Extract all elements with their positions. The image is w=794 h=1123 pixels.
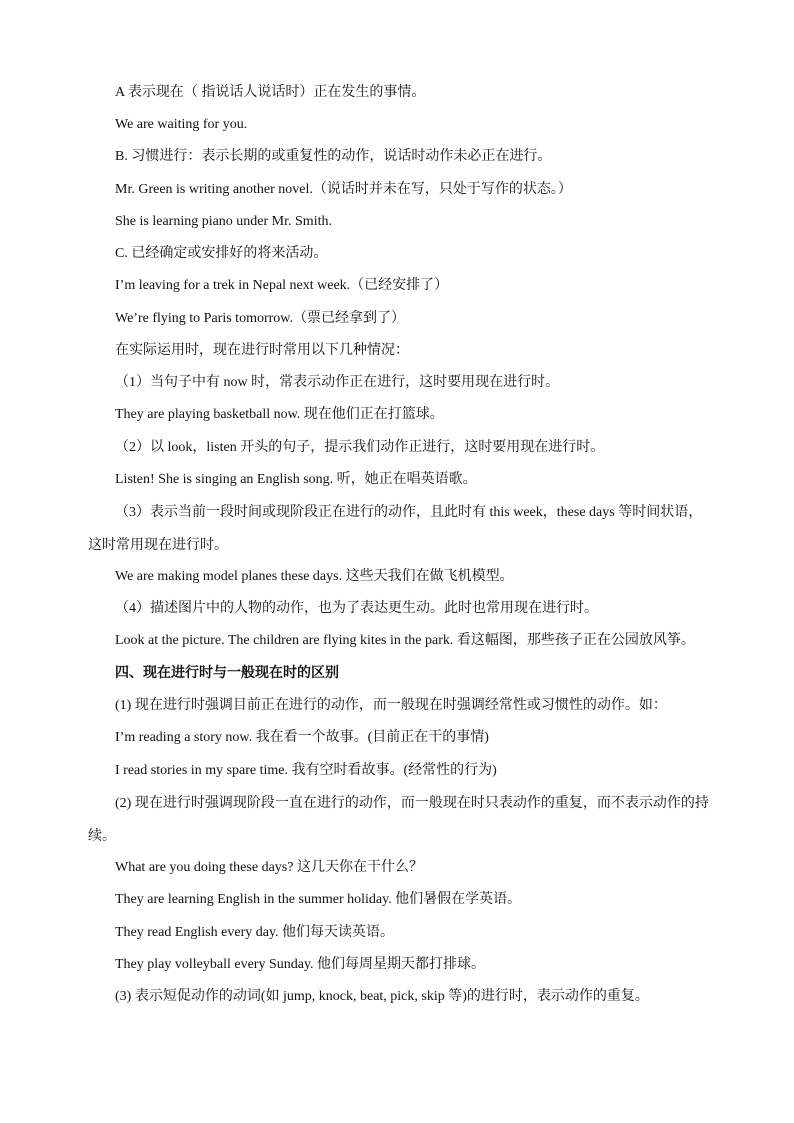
usage-2: （2）以 look，listen 开头的句子，提示我们动作正进行，这时要用现在进行时。 <box>115 440 605 455</box>
example-model-planes: We are making model planes these days. 这些天我们在做飞机模型。 <box>115 569 514 584</box>
example-reading-now: I’m reading a story now. 我在看一个故事。(目前正在干的事情) <box>115 730 489 745</box>
example-basketball: They are playing basketball now. 现在他们正在打篮球。 <box>115 407 444 422</box>
usage-1: （1）当句子中有 now 时，常表示动作正在进行，这时要用现在进行时。 <box>115 375 560 390</box>
text-line-b: B. 习惯进行：表示长期的或重复性的动作，说话时动作未必正在进行。 <box>115 149 552 164</box>
example-nepal: I’m leaving for a trek in Nepal next week.（已经安排了） <box>115 278 449 293</box>
example-volleyball: They play volleyball every Sunday. 他们每周星期天都打排球。 <box>115 957 486 972</box>
example-every-day: They read English every day. 他们每天读英语。 <box>115 925 395 940</box>
example-novel: Mr. Green is writing another novel.（说话时并未在写，只处于写作的状态。） <box>115 182 572 197</box>
usage-4: （4）描述图片中的人物的动作，也为了表达更生动。此时也常用现在进行时。 <box>115 601 598 616</box>
usage-3: （3）表示当前一段时间或现阶段正在进行的动作，且此时有 this week，these days 等时间状语，这时常用现在进行时。 <box>88 505 703 553</box>
example-paris: We’re flying to Paris tomorrow.（票已经拿到了） <box>115 311 405 326</box>
difference-3: (3) 表示短促动作的动词(如 jump, knock, beat, pick, skip 等)的进行时，表示动作的重复。 <box>115 989 649 1004</box>
difference-1: (1) 现在进行时强调目前正在进行的动作，而一般现在时强调经常性或习惯性的动作。如： <box>115 698 667 713</box>
example-summer-holiday: They are learning English in the summer holiday. 他们暑假在学英语。 <box>115 892 522 907</box>
example-kites: Look at the picture. The children are flying kites in the park. 看这幅图，那些孩子正在公园放风筝。 <box>115 633 695 648</box>
usage-intro: 在实际运用时，现在进行时常用以下几种情况： <box>115 343 409 358</box>
example-these-days: What are you doing these days? 这几天你在干什么？ <box>115 860 423 875</box>
difference-2: (2) 现在进行时强调现阶段一直在进行的动作，而一般现在时只表动作的重复，而不表示动作的持续。 <box>88 796 709 844</box>
text-line-a: A 表示现在（ 指说话人说话时）正在发生的事情。 <box>115 85 426 100</box>
example-spare-time: I read stories in my spare time. 我有空时看故事。(经常性的行为) <box>115 763 497 778</box>
example-piano: She is learning piano under Mr. Smith. <box>115 214 332 229</box>
example-waiting: We are waiting for you. <box>115 117 248 132</box>
example-singing: Listen! She is singing an English song. 听，她正在唱英语歌。 <box>115 472 477 487</box>
section-heading-4: 四、现在进行时与一般现在时的区别 <box>115 666 339 681</box>
text-line-c: C. 已经确定或安排好的将来活动。 <box>115 246 328 261</box>
